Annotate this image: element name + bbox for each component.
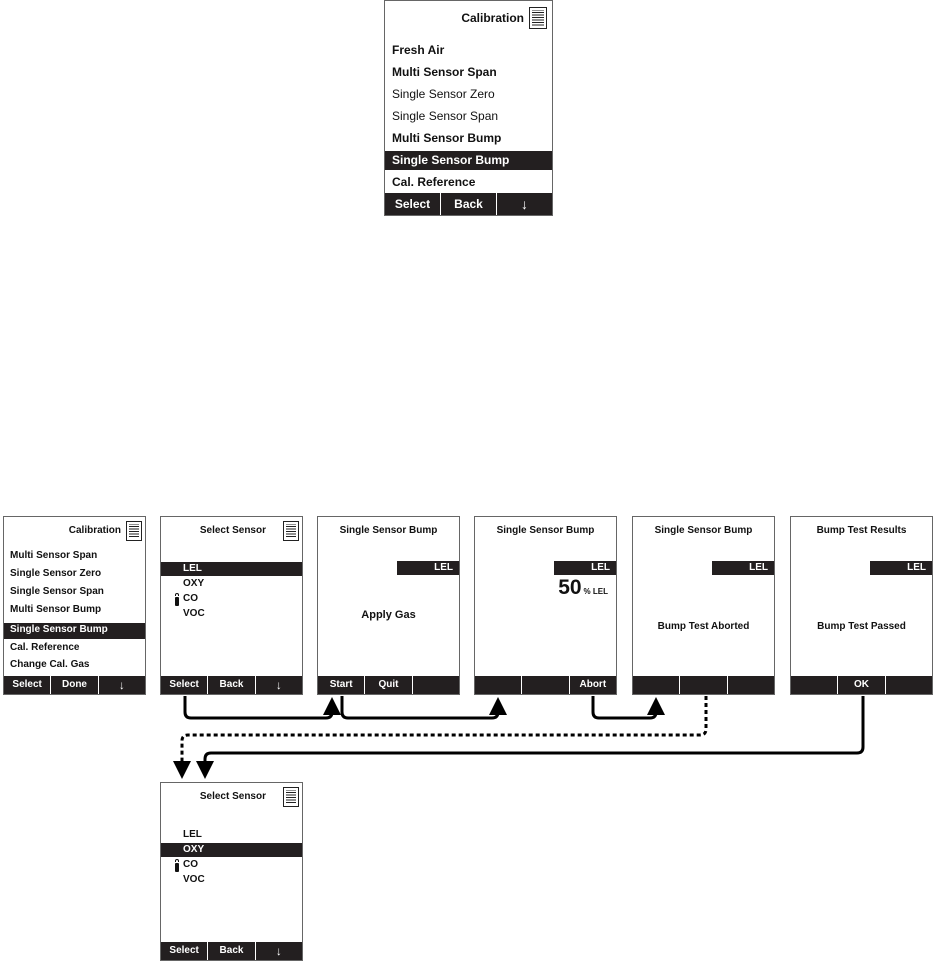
back-softkey[interactable]: Back xyxy=(441,193,497,215)
sensor-item-co[interactable]: CO xyxy=(183,593,198,604)
arrow-abort-to-aborted xyxy=(593,696,656,718)
menu-item-change-cal-gas[interactable]: Change Cal. Gas xyxy=(10,659,90,670)
sensor-item-oxy[interactable]: OXY xyxy=(161,843,302,857)
menu-item-multi-sensor-span[interactable]: Multi Sensor Span xyxy=(10,550,98,561)
arrow-ok-to-select-sensor xyxy=(205,696,863,770)
status-message: Bump Test Aborted xyxy=(657,621,750,632)
reading-value: 50 xyxy=(558,576,582,599)
status-message: Bump Test Passed xyxy=(817,621,906,632)
reading-unit: % LEL xyxy=(583,587,608,596)
sensor-label-lel: LEL xyxy=(712,561,774,575)
menu-item-multi-sensor-bump[interactable]: Multi Sensor Bump xyxy=(10,604,102,615)
select-softkey[interactable]: Select xyxy=(161,942,208,960)
menu-item-multi-sensor-bump[interactable]: Multi Sensor Bump xyxy=(392,131,502,145)
menu-item-fresh-air[interactable]: Fresh Air xyxy=(392,43,445,57)
menu-item-single-sensor-bump[interactable]: Single Sensor Bump xyxy=(385,151,552,170)
down-arrow-softkey[interactable]: ↓ xyxy=(275,678,282,692)
sensor-item-oxy[interactable]: OXY xyxy=(183,578,205,589)
menu-item-cal-reference[interactable]: Cal. Reference xyxy=(10,642,80,653)
sensor-item-voc[interactable]: VOC xyxy=(183,608,205,619)
back-softkey[interactable]: Back xyxy=(208,942,255,960)
arrow-aborted-to-select-sensor xyxy=(182,696,706,770)
menu-item-single-sensor-span[interactable]: Single Sensor Span xyxy=(392,109,499,123)
screen-title: Single Sensor Bump xyxy=(654,525,753,536)
down-arrow-softkey[interactable]: ↓ xyxy=(275,944,282,958)
sensor-item-lel[interactable]: LEL xyxy=(183,829,202,840)
screen-title: Calibration xyxy=(461,11,524,25)
screen-title: Select Sensor xyxy=(199,791,266,802)
sensor-label-lel: LEL xyxy=(870,561,932,575)
start-softkey[interactable]: Start xyxy=(318,676,365,694)
sensor-item-voc[interactable]: VOC xyxy=(183,874,205,885)
screen-title: Single Sensor Bump xyxy=(496,525,595,536)
screen-title: Select Sensor xyxy=(199,525,266,536)
menu-item-single-sensor-zero[interactable]: Single Sensor Zero xyxy=(10,568,102,579)
menu-item-multi-sensor-span[interactable]: Multi Sensor Span xyxy=(392,65,497,79)
arrow-start-to-reading xyxy=(342,696,498,718)
sensor-item-lel[interactable]: LEL xyxy=(161,562,302,576)
menu-item-single-sensor-span[interactable]: Single Sensor Span xyxy=(10,586,104,597)
screen-title: Single Sensor Bump xyxy=(339,525,438,536)
select-softkey[interactable]: Select xyxy=(161,676,208,694)
back-softkey[interactable]: Back xyxy=(208,676,255,694)
quit-softkey[interactable]: Quit xyxy=(365,676,412,694)
down-arrow-softkey[interactable]: ↓ xyxy=(118,678,125,692)
arrow-select-to-apply-gas xyxy=(185,696,332,718)
menu-item-single-sensor-zero[interactable]: Single Sensor Zero xyxy=(392,87,495,101)
abort-softkey[interactable]: Abort xyxy=(579,679,607,690)
menu-item-cal-reference[interactable]: Cal. Reference xyxy=(392,175,476,189)
sensor-label-lel: LEL xyxy=(554,561,616,575)
screen-title: Calibration xyxy=(68,525,121,536)
screen-title: Bump Test Results xyxy=(816,525,907,536)
menu-item-single-sensor-bump[interactable]: Single Sensor Bump xyxy=(4,623,145,639)
done-softkey[interactable]: Done xyxy=(51,676,98,694)
select-softkey[interactable]: Select xyxy=(385,193,441,215)
sensor-label-lel: LEL xyxy=(397,561,459,575)
down-arrow-softkey[interactable]: ↓ xyxy=(521,196,528,212)
status-message: Apply Gas xyxy=(361,609,416,621)
sensor-item-co[interactable]: CO xyxy=(183,859,198,870)
ok-softkey[interactable]: OK xyxy=(838,676,885,694)
select-softkey[interactable]: Select xyxy=(4,676,51,694)
